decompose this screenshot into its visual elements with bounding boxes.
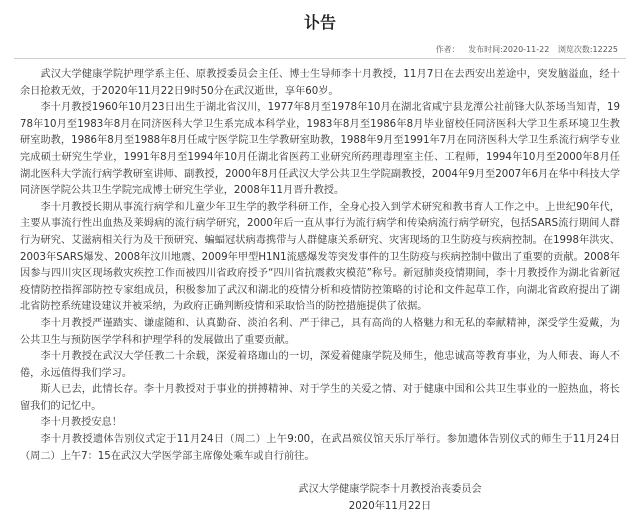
paragraph-research: 李十月教授长期从事流行病学和儿童少年卫生学的教学科研工作，全身心投入到学术研究和教书育人工作之中。上世纪90年代，主要从事流行性出血热及莱姆病的流行病学研究，2000年后一直从事行为流行病学和传染病流行病学研究，包括SARS流行期间人群行为研究、艾滋病相关行为及干预研究、蝙蝠冠状病毒携带与人群健康关系研究、灾害现场的卫生防疫与疾病控制。在1998年洪灾、2003年SARS爆发、2008年汶川地震、2009年甲型H1N1流感爆发等突发事件的卫生防疫与疾病控制中做出了重要的贡献。2008年因参与四川灾区现场救灾疾控工作而被四川省政府授予“四川省抗震救灾模范”称号。新冠肺炎疫情期间，李十月教授作为湖北省新冠疫情防控指挥部防控专家组成员，积极参加了武汉和湖北的疫情分析和疫情防控策略的讨论和文件起草工作，向湖北省政府提出了湖北省防控系统建设建议并被采纳，为政府正确判断疫情和采取恰当的防控措施提供了依据。 <box>20 201 620 313</box>
paragraph-announcement: 武汉大学健康学院护理学系主任、原教授委员会主任、博士生导师李十月教授，11月7日在去西安出差途中，突发脑溢血，经十余日抢救无效，于2020年11月22日9时50分在武汉逝世，享年60岁。 <box>20 69 620 97</box>
paragraph-teaching: 李十月教授在武汉大学任教二十余载，深爱着珞珈山的一切，深爱着健康学院及师生，他忠诚高等教育事业，为人师表、诲人不倦，永远值得我们学习。 <box>20 351 620 379</box>
publish-time: 发布时间:2020-11-22 <box>468 45 550 54</box>
article-meta <box>430 44 618 55</box>
paragraph-rest-in-peace: 李十月教授安息！ <box>40 417 122 429</box>
paragraph-memory: 斯人已去，此情长存。李十月教授对于事业的拼搏精神、对于学生的关爱之情、对于健康中国和公共卫生事业的一腔热血，将长留我们的记忆中。 <box>20 384 620 412</box>
signature-block <box>0 482 640 515</box>
view-count: 浏览次数:12225 <box>557 45 618 54</box>
paragraph-biography: 李十月教授1960年10月23日出生于湖北省汉川，1977年8月至1978年10月在湖北省咸宁县龙潭公社前锋大队茶场当知青，1978年10月至1983年8月在同济医科大学卫生系完成本科学业，1983年8月至1986年8月毕业留校任同济医科大学卫生系环境卫生教研室助教，1986年8月至1988年8月任咸宁医学院卫生学教研室助教，1988年9月至1991年7月在同济医科大学卫生系流行病学专业完成硕士研究生学业，1991年8月至1994年10月任湖北省医药工业研究所药理毒理室主任、工程师，1994年10月至2000年8月任湖北医科大学流行病学教研室讲师、副教授，2000年8月任武汉大学公共卫生学院副教授，2004年9月至2007年6月在华中科技大学同济医学院公共卫生学院完成博士研究生学业，2008年11月晋升教授。 <box>20 102 620 197</box>
page-title: 讣告 <box>303 13 336 32</box>
signature-date: 2020年11月22日 <box>348 500 432 512</box>
signature-org: 武汉大学健康学院李十月教授治丧委员会 <box>298 484 482 495</box>
paragraph-character: 李十月教授严谨踏实、谦虚随和、认真勤奋、淡泊名利、严于律己，具有高尚的人格魅力和无私的奉献精神，深受学生爱戴，为公共卫生与预防医学学科和护理学科的发展做出了重要贡献。 <box>20 317 620 346</box>
header-divider <box>14 58 626 59</box>
paragraph-funeral-notice: 李十月教授遗体告别仪式定于11月24日（周二）上午9:00，在武昌殡仪馆天乐厅举行。参加遗体告别仪式的师生于11月24日（周二）上午7：15在武汉大学医学部主席像处乘车或自行前往。 <box>20 434 620 462</box>
article-body <box>20 67 620 465</box>
author-label: 作者： <box>435 45 460 54</box>
